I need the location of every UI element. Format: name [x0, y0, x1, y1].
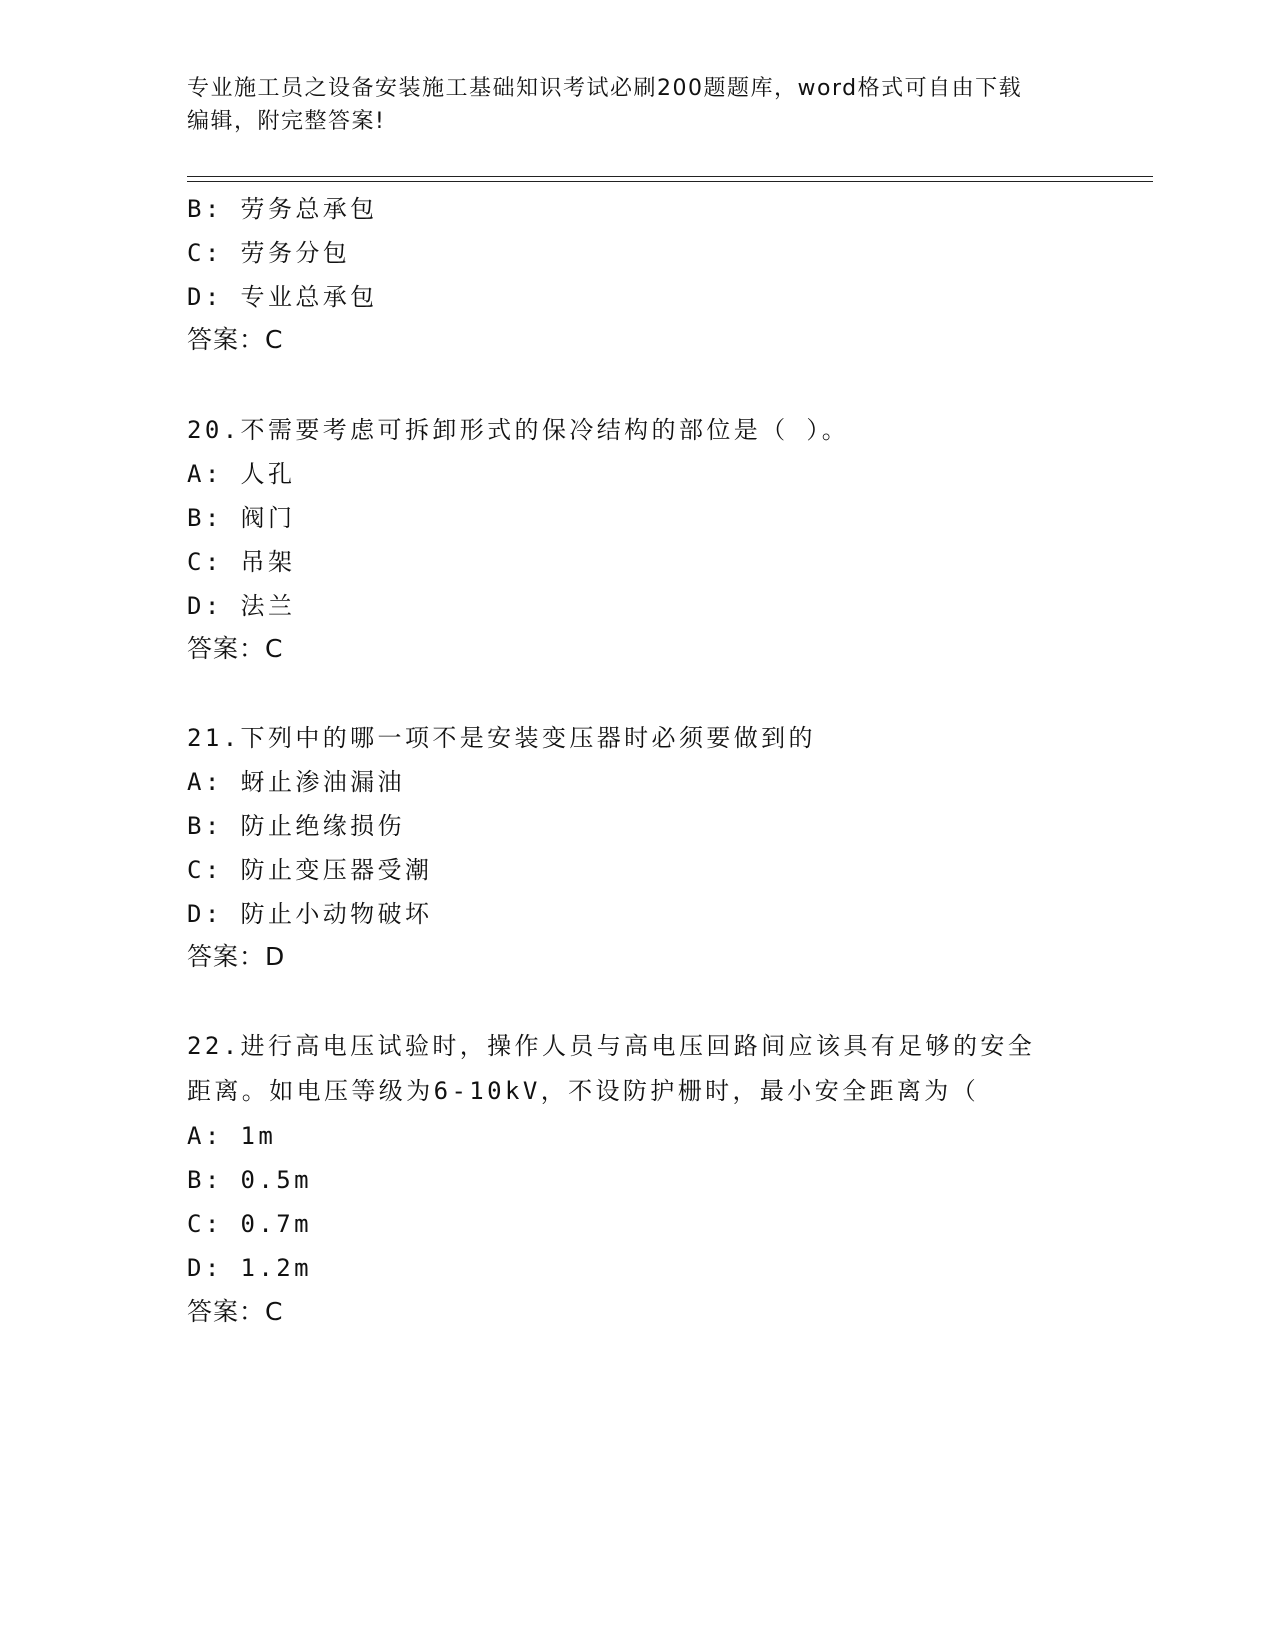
header-divider-bottom	[187, 181, 1153, 182]
header-title-line-2: 编辑，附完整答案!	[187, 109, 386, 134]
q22-question-line-2: 距离。如电压等级为6-10kV，不设防护栅时，最小安全距离为（	[187, 1077, 980, 1105]
q21-answer: 答案：D	[187, 942, 286, 971]
q21-question: 21.下列中的哪一项不是安装变压器时必须要做到的	[187, 724, 816, 752]
q22-option-d: D: 1.2m	[187, 1254, 312, 1282]
q19-option-c: C: 劳务分包	[187, 239, 351, 267]
q22-question-line-1: 22.进行高电压试验时，操作人员与高电压回路间应该具有足够的安全	[187, 1032, 1036, 1060]
q19-option-b: B: 劳务总承包	[187, 195, 378, 223]
document-header	[187, 72, 1087, 138]
q22-option-b: B: 0.5m	[187, 1166, 312, 1194]
q20-question: 20.不需要考虑可拆卸形式的保冷结构的部位是（ ）。	[187, 416, 850, 444]
q19-answer: 答案：C	[187, 325, 284, 354]
q21-option-d: D: 防止小动物破坏	[187, 900, 433, 928]
q20-option-c: C: 吊架	[187, 548, 296, 576]
q21-option-c: C: 防止变压器受潮	[187, 856, 433, 884]
header-divider-top	[187, 176, 1153, 177]
header-title-line-1: 专业施工员之设备安装施工基础知识考试必刷200题题库，word格式可自由下载	[187, 76, 1023, 101]
q20-answer: 答案：C	[187, 634, 284, 663]
q20-option-d: D: 法兰	[187, 592, 296, 620]
q21-option-b: B: 防止绝缘损伤	[187, 812, 405, 840]
q19-option-d: D: 专业总承包	[187, 283, 378, 311]
q22-answer: 答案：C	[187, 1297, 284, 1326]
q22-option-c: C: 0.7m	[187, 1210, 312, 1238]
q21-option-a: A: 蚜止渗油漏油	[187, 768, 405, 796]
q20-option-b: B: 阀门	[187, 504, 296, 532]
q20-option-a: A: 人孔	[187, 460, 296, 488]
q22-option-a: A: 1m	[187, 1122, 277, 1150]
